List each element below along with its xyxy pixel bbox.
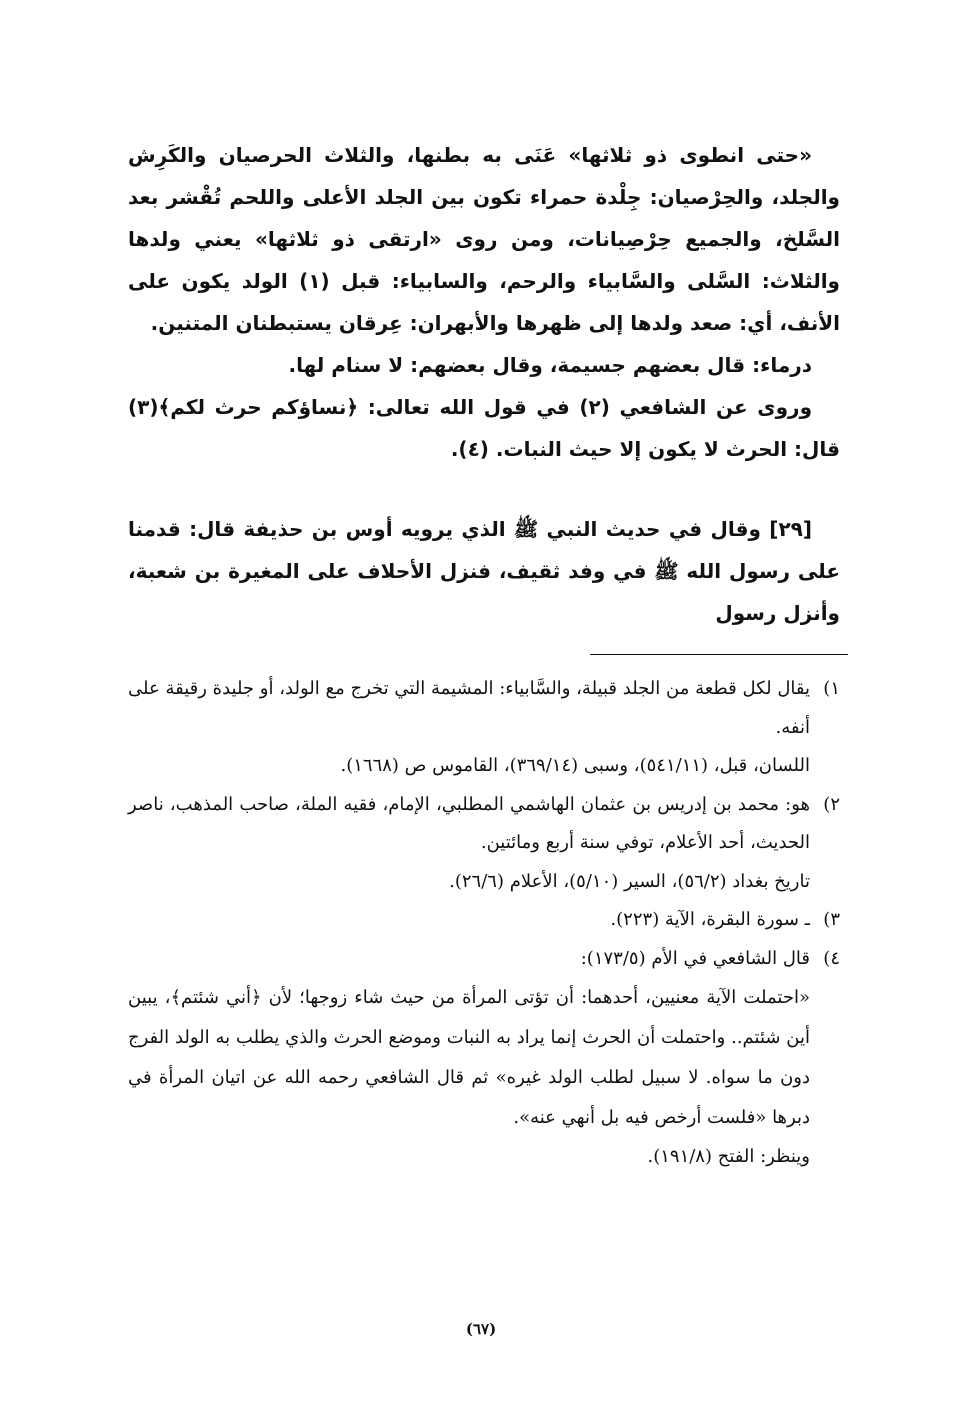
page-number: (٦٧): [465, 1320, 497, 1338]
footnote-source: اللسان، قبل، (٥٤١/١١)، وسبى (٣٦٩/١٤)، القاموس ص (١٦٦٨).: [340, 755, 810, 776]
footnote-source: وينظر: الفتح (١٩١/٨).: [647, 1146, 810, 1167]
footnote-number: ٢): [823, 793, 840, 815]
footnote-text: يقال لكل قطعة من الجلد قبيلة، والسَّابياء: المشيمة التي تخرج مع الولد، أو جليدة رقيقة على أنفه.: [128, 678, 810, 738]
footnote-text: قال الشافعي في الأم (١٧٣/٥):: [580, 947, 810, 969]
paragraph-4: [٢٩] وقال في حديث النبي ﷺ الذي يرويه أوس بن حذيفة قال: قدمنا على رسول الله ﷺ في وفد ثقيف، فنزل الأحلاف على المغيرة بن شعبة، وأنزل رسول: [128, 517, 840, 625]
footnote-separator: [128, 634, 840, 650]
footnote-4: [128, 940, 840, 979]
footnote-number: ٣): [823, 909, 840, 930]
footnote-quote: «احتملت الآية معنيين، أحدهما: أن تؤتى المرأة من حيث شاء زوجها؛ لأن ﴿أني شئتم﴾، يبين أين شئتم.. واحتملت أن الحرث إنما يراد به النبات وموضع الحرث والذي يطلب به الولد الفرج دون ما سواه. لا سبيل لطلب الولد غيره» ثم قال الشافعي رحمه الله عن اتيان المرأة في دبرها «فلست أرخص فيه بل أنهي عنه».: [128, 987, 810, 1128]
paragraph-2: درماء: قال بعضهم جسيمة، وقال بعضهم: لا سنام لها.: [288, 353, 812, 377]
footnote-3: [128, 901, 840, 940]
footnotes: [128, 670, 840, 1177]
footnote-text: ـ سورة البقرة، الآية (٢٢٣).: [610, 909, 810, 930]
paragraph-3: وروى عن الشافعي (٢) في قول الله تعالى: ﴿نساؤكم حرث لكم﴾(٣) قال: الحرث لا يكون إلا حيث النبات. (٤).: [128, 395, 840, 461]
paragraph-1: «حتى انطوى ذو ثلاثها» عَنَى به بطنها، والثلاث الحرصيان والكَرِش والجلد، والحِرْصيان: جِلْدة حمراء تكون بين الجلد الأعلى واللحم تُقْشر بعد السَّلخ، والجميع حِرْصِيانات، ومن روى «ارتقى ذو ثلاثها» يعني ولدها والثلاث: السَّلى والسَّابياء والرحم، والسابياء: قبل (١) الولد يكون على الأنف، أي: صعد ولدها إلى ظهرها والأبهران: عِرقان يستبطنان المتنين.: [128, 143, 840, 335]
footnote-text: هو: محمد بن إدريس بن عثمان الهاشمي المطلبي، الإمام، فقيه الملة، صاحب المذهب، ناصر الحديث، أحد الأعلام، توفي سنة أربع ومائتين.: [128, 793, 810, 853]
page-content: [128, 134, 840, 1177]
footnote-number: ١): [823, 678, 840, 699]
footnote-2: [128, 786, 840, 863]
footnote-number: ٤): [823, 947, 840, 969]
footnote-1: [128, 670, 840, 747]
footnote-source: تاريخ بغداد (٥٦/٢)، السير (٥/١٠)، الأعلام (٢٦/٦).: [449, 870, 810, 892]
main-text: [128, 134, 840, 634]
